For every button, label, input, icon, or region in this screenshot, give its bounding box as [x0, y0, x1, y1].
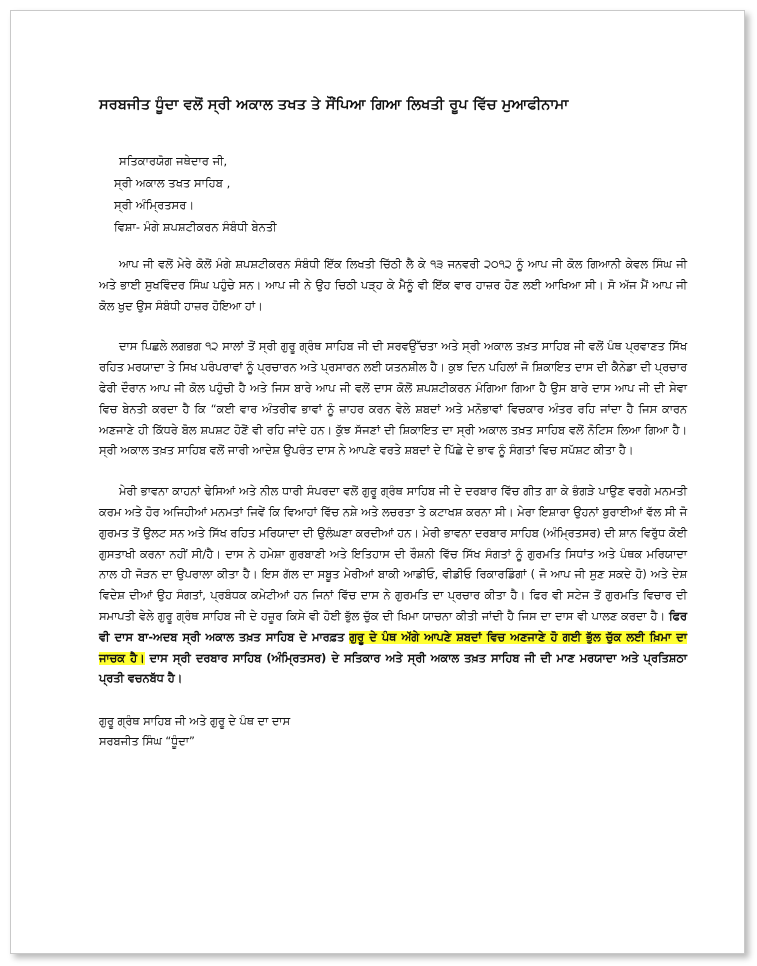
paragraph-2: ਦਾਸ ਪਿਛਲੇ ਲਗਭਗ ੧੨ ਸਾਲਾਂ ਤੋਂ ਸ੍ਰੀ ਗੁਰੂ ਗ੍ਰੰਥ ਸਾਹਿਬ ਜੀ ਦੀ ਸਰਵਉੱਚਤਾ ਅਤੇ ਸ੍ਰੀ ਅਕਾਲ ਤਖ਼ਤ ਸਾਹਿਬ ਜੀ ਵਲੋਂ ਪੰਥ ਪ੍ਰਵਾਣਤ ਸਿੱਖ ਰਹਿਤ ਮਰਯਾਦਾ ਤੇ ਸਿਖ ਪਰੰਪਰਾਵਾਂ ਨੂੰ ਪ੍ਰਚਾਰਨ ਅਤੇ ਪ੍ਰਸਾਰਨ ਲਈ ਯਤਨਸ਼ੀਲ ਹੈ। ਕੁਝ ਦਿਨ ਪਹਿਲਾਂ ਜੋ ਸ਼ਿਕਾਇਤ ਦਾਸ ਦੀ ਕੈਨੇਡਾ ਦੀ ਪ੍ਰਚਾਰ ਫੇਰੀ ਦੌਰਾਨ ਆਪ ਜੀ ਕੋਲ ਪਹੁੰਚੀ ਹੈ ਅਤੇ ਜਿਸ ਬਾਰੇ ਆਪ ਜੀ ਵਲੋਂ ਦਾਸ ਕੋਲੋਂ ਸ਼ਪਸ਼ਟੀਕਰਨ ਮੰਗਿਆ ਗਿਆ ਹੈ ਉਸ ਬਾਰੇ ਦਾਸ ਆਪ ਜੀ ਦੀ ਸੇਵਾ ਵਿਚ ਬੇਨਤੀ ਕਰਦਾ ਹੈ ਕਿ “ਕਈ ਵਾਰ ਅੰਤਰੀਵ ਭਾਵਾਂ ਨੂੰ ਜ਼ਾਹਰ ਕਰਨ ਵੇਲੇ ਸ਼ਬਦਾਂ ਅਤੇ ਮਨੋਭਾਵਾਂ ਵਿਚਕਾਰ ਅੰਤਰ ਰਹਿ ਜਾਂਦਾ ਹੈ ਜਿਸ ਕਾਰਨ ਅਣਜਾਣੇ ਹੀ ਕਿੱਧਰੇ ਬੋਲ ਸ਼ਪਸ਼ਟ ਹੋਣੋਂ ਵੀ ਰਹਿ ਜਾਂਦੇ ਹਨ। ਕੁੱਝ ਸੱਜਣਾਂ ਦੀ ਸ਼ਿਕਾਇਤ ਦਾ ਸ੍ਰੀ ਅਕਾਲ ਤਖ਼ਤ ਸਾਹਿਬ ਵਲੋਂ ਨੋਟਿਸ ਲਿਆ ਗਿਆ ਹੈ। ਸ੍ਰੀ ਅਕਾਲ ਤਖ਼ਤ ਸਾਹਿਬ ਵਲੋਂ ਜਾਰੀ ਆਦੇਸ਼ ਉਪਰੰਤ ਦਾਸ ਨੇ ਆਪਣੇ ਵਰਤੇ ਸ਼ਬਦਾਂ ਦੇ ਪਿੱਛੇ ਦੇ ਭਾਵ ਨੂੰ ਸੰਗਤਾਂ ਵਿਚ ਸਪੱਸ਼ਟ ਕੀਤਾ ਹੈ। [99, 340, 687, 458]
document-page [10, 10, 745, 954]
address-line-akal-takht: ਸ੍ਰੀ ਅਕਾਲ ਤਖਤ ਸਾਹਿਬ , [114, 176, 231, 190]
highlighted-apology: ਗੁਰੂ ਦੇ ਪੰਥ ਅੱਗੇ ਆਪਣੇ ਸ਼ਬਦਾਂ ਵਿਚ ਅਣਜਾਣੇ ਹੋ ਗਈ ਭੁੱਲ ਚੁੱਕ ਲਈ ਖ਼ਿਮਾ ਦਾ ਜਾਚਕ ਹੈ। [99, 630, 688, 665]
signature-line-1: ਗੁਰੂ ਗ੍ਰੰਥ ਸਾਹਿਬ ਜੀ ਅਤੇ ਗੁਰੂ ਦੇ ਪੰਥ ਦਾ ਦਾਸ [99, 715, 291, 729]
paragraph-3-bold-closing: ਦਾਸ ਸ੍ਰੀ ਦਰਬਾਰ ਸਾਹਿਬ (ਅੰਮ੍ਰਿਤਸਰ) ਦੇ ਸਤਿਕਾਰ ਅਤੇ ਸ੍ਰੀ ਅਕਾਲ ਤਖ਼ਤ ਸਾਹਿਬ ਜੀ ਦੀ ਮਾਣ ਮਰਯਾਦਾ ਅਤੇ ਪ੍ਰਤਿਸ਼ਠਾ ਪ੍ਰਤੀ ਵਚਨਬੱਧ ਹੈ। [99, 651, 687, 686]
document-title: ਸਰਬਜੀਤ ਧੂੰਦਾ ਵਲੋਂ ਸ੍ਰੀ ਅਕਾਲ ਤਖਤ ਤੇ ਸੌਂਪਿਆ ਗਿਆ ਲਿਖਤੀ ਰੂਪ ਵਿੱਚ ਮੁਆਫੀਨਾਮਾ [99, 97, 569, 113]
document-content [99, 97, 687, 752]
signature-block [99, 712, 687, 752]
address-line-salutation: ਸਤਿਕਾਰਯੋਗ ਜਥੇਦਾਰ ਜੀ, [119, 154, 228, 168]
address-line-amritsar: ਸ੍ਰੀ ਅੰਮ੍ਰਿਤਸਰ। [114, 198, 195, 212]
paragraph-3-bold-intro: ਫਿਰ ਵੀ ਦਾਸ ਬਾ-ਅਦਬ ਸ੍ਰੀ ਅਕਾਲ ਤਖ਼ਤ ਸਾਹਿਬ ਦੇ ਮਾਰਫ਼ਤ [99, 609, 687, 644]
paragraph-1: ਆਪ ਜੀ ਵਲੋਂ ਮੇਰੇ ਕੋਲੋਂ ਮੰਗੇ ਸ਼ਪਸ਼ਟੀਕਰਨ ਸੰਬੰਧੀ ਇੱਕ ਲਿਖਤੀ ਚਿੱਠੀ ਲੈ ਕੇ ੧੩ ਜਨਵਰੀ ੨੦੧੨ ਨੂੰ ਆਪ ਜੀ ਕੋਲ ਗਿਆਨੀ ਕੇਵਲ ਸਿੰਘ ਜੀ ਅਤੇ ਭਾਈ ਸੁਖਵਿੰਦਰ ਸਿੰਘ ਪਹੁੰਚੇ ਸਨ। ਆਪ ਜੀ ਨੇ ਉਹ ਚਿਠੀ ਪੜ੍ਹ ਕੇ ਮੈਨੂੰ ਵੀ ਇੱਕ ਵਾਰ ਹਾਜ਼ਰ ਹੋਣ ਲਈ ਆਖਿਆ ਸੀ। ਸੋ ਅੱਜ ਮੈਂ ਆਪ ਜੀ ਕੋਲ ਖੁਦ ਉਸ ਸੰਬੰਧੀ ਹਾਜ਼ਰ ਹੋਇਆ ਹਾਂ। [99, 258, 687, 313]
address-block [114, 150, 687, 238]
paragraph-3 [99, 482, 687, 690]
address-line-subject: ਵਿਸ਼ਾ- ਮੰਗੇ ਸ਼ਪਸ਼ਟੀਕਰਨ ਸੰਬੰਧੀ ਬੇਨਤੀ [114, 220, 277, 234]
signature-line-2: ਸਰਬਜੀਤ ਸਿੰਘ “ਧੂੰਦਾ” [99, 735, 195, 749]
paragraph-3-text: ਮੇਰੀ ਭਾਵਨਾ ਕਾਹਨਾਂ ਢੇਸਿਆਂ ਅਤੇ ਨੀਲ ਧਾਰੀ ਸੰਪਰਦਾ ਵਲੋਂ ਗੁਰੂ ਗ੍ਰੰਥ ਸਾਹਿਬ ਜੀ ਦੇ ਦਰਬਾਰ ਵਿੱਚ ਗੀਤ ਗਾ ਕੇ ਭੰਗੜੇ ਪਾਉਣ ਵਰਗੇ ਮਨਮਤੀ ਕਰਮ ਅਤੇ ਹੋਰ ਅਜਿਹੀਆਂ ਮਨਮਤਾਂ ਜਿਵੇਂ ਕਿ ਵਿਆਹਾਂ ਵਿੱਚ ਨਸ਼ੇ ਅਤੇ ਲਚਰਤਾ ਤੇ ਕਟਾਖਸ਼ ਕਰਨਾ ਸੀ। ਮੇਰਾ ਇਸ਼ਾਰਾ ਉਹਨਾਂ ਬੁਰਾਈਆਂ ਵੱਲ ਸੀ ਜੋ ਗੁਰਮਤ ਤੋਂ ਉਲਟ ਸਨ ਅਤੇ ਸਿੱਖ ਰਹਿਤ ਮਰਿਯਾਦਾ ਦੀ ਉਲੰਘਣਾ ਕਰਦੀਆਂ ਹਨ। ਮੇਰੀ ਭਾਵਨਾ ਦਰਬਾਰ ਸਾਹਿਬ (ਅੰਮ੍ਰਿਤਸਰ) ਦੀ ਸ਼ਾਨ ਵਿਰੁੱਧ ਕੋਈ ਗੁਸਤਾਖੀ ਕਰਨਾ ਨਹੀਂ ਸੀ/ਹੈ। ਦਾਸ ਨੇ ਹਮੇਸ਼ਾ ਗੁਰਬਾਣੀ ਅਤੇ ਇਤਿਹਾਸ ਦੀ ਰੌਸ਼ਨੀ ਵਿੱਚ ਸਿੱਖ ਸੰਗਤਾਂ ਨੂੰ ਗੁਰਮਤਿ ਸਿਧਾਂਤ ਅਤੇ ਪੰਥਕ ਮਰਿਯਾਦਾ ਨਾਲ ਹੀ ਜੋੜਨ ਦਾ ਉਪਰਾਲਾ ਕੀਤਾ ਹੈ। ਇਸ ਗੱਲ ਦਾ ਸਬੂਤ ਮੇਰੀਆਂ ਬਾਕੀ ਆਡੀਓ, ਵੀਡੀਓ ਰਿਕਾਰਡਿੰਗਾਂ ( ਜੋ ਆਪ ਜੀ ਸੁਣ ਸਕਦੇ ਹੋ) ਅਤੇ ਦੇਸ਼ ਵਿਦੇਸ਼ ਦੀਆਂ ਉਹ ਸੰਗਤਾਂ, ਪ੍ਰਬੰਧਕ ਕਮੇਟੀਆਂ ਹਨ ਜਿਨਾਂ ਵਿੱਚ ਦਾਸ ਨੇ ਗੁਰਮਤਿ ਦਾ ਪ੍ਰਚਾਰ ਕੀਤਾ ਹੈ। ਫਿਰ ਵੀ ਸਟੇਜ ਤੋਂ ਗੁਰਮਤਿ ਵਿਚਾਰ ਦੀ ਸਮਾਪਤੀ ਵੇਲੇ ਗੁਰੂ ਗ੍ਰੰਥ ਸਾਹਿਬ ਜੀ ਦੇ ਹਜ਼ੂਰ ਕਿਸੇ ਵੀ ਹੋਈ ਭੁੱਲ ਚੁੱਕ ਦੀ ਖਿਮਾ ਯਾਚਨਾ ਕੀਤੀ ਜਾਂਦੀ ਹੈ ਜਿਸ ਦਾ ਦਾਸ ਵੀ ਪਾਲਣ ਕਰਦਾ ਹੈ। [99, 485, 688, 623]
